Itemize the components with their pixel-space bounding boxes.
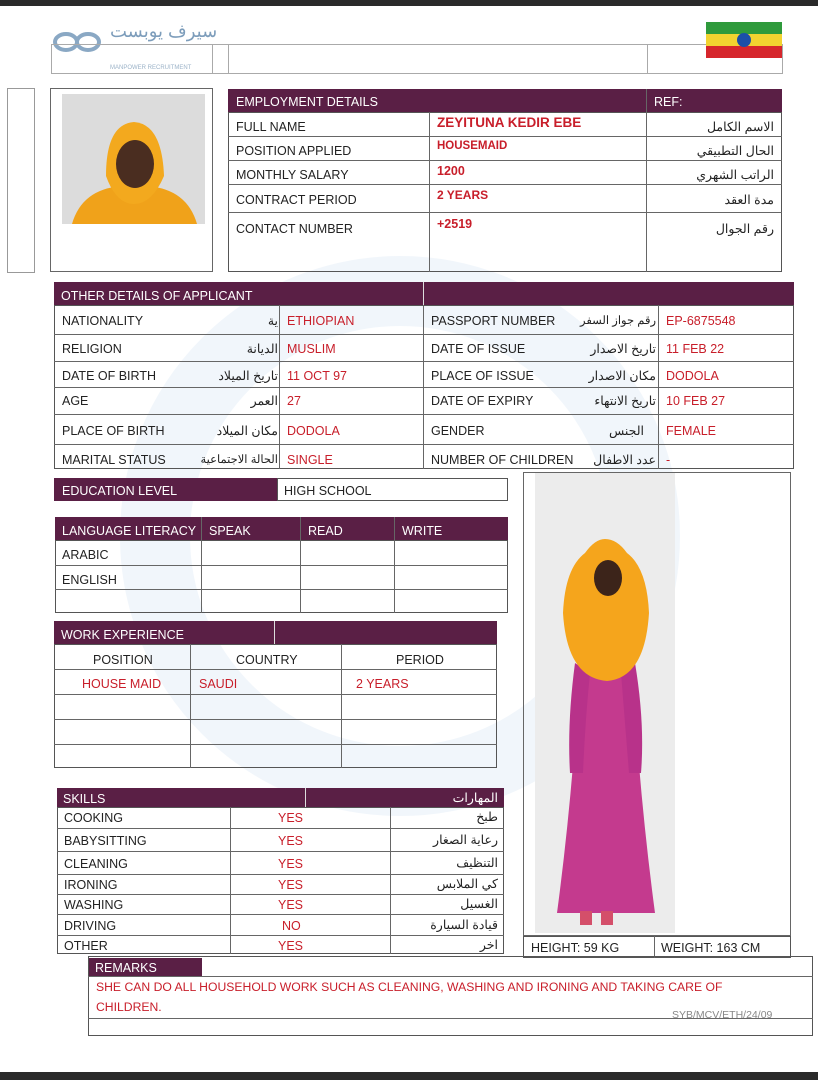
skill-babysitting-ar: رعاية الصغار: [433, 833, 498, 847]
ar-date-of-birth: تاريخ الميلاد: [218, 369, 278, 383]
label-monthly-salary: MONTHLY SALARY: [236, 168, 349, 182]
label-nationality: NATIONALITY: [62, 314, 144, 328]
skill-other-value: YES: [278, 939, 304, 953]
applicant-full-body-photo: [535, 473, 675, 933]
work-title: WORK EXPERIENCE: [61, 628, 184, 642]
value-passport-number: EP-6875548: [666, 314, 736, 328]
employment-title: EMPLOYMENT DETAILS: [236, 95, 378, 109]
value-religion: MUSLIM: [287, 342, 336, 356]
skill-cleaning-value: YES: [278, 857, 304, 871]
ar-contract-period: مدة العقد: [724, 193, 774, 207]
language-header-read: READ: [308, 524, 343, 538]
ref-label: REF:: [654, 95, 683, 109]
remarks-box: [88, 956, 813, 1036]
value-date-of-birth: 11 OCT 97: [287, 369, 347, 383]
logo-subtitle: MANPOWER RECRUITMENT: [110, 65, 192, 71]
remarks-line-2: CHILDREN.: [96, 1000, 162, 1014]
skill-washing: WASHING: [64, 898, 124, 912]
value-monthly-salary: 1200: [437, 164, 465, 178]
reference-code: SYB/MCV/ETH/24/09: [672, 1009, 773, 1021]
ar-number-of-children: عدد الاطفال: [593, 453, 656, 467]
remarks-line-1: SHE CAN DO ALL HOUSEHOLD WORK SUCH AS CLEANING, WASHING AND IRONING AND TAKING CARE OF: [96, 980, 723, 994]
ar-passport-number: رقم جواز السفر: [579, 315, 656, 327]
label-date-of-expiry: DATE OF EXPIRY: [431, 394, 534, 408]
label-passport-number: PASSPORT NUMBER: [431, 314, 556, 328]
skill-driving-value: NO: [282, 919, 301, 933]
ar-contact-number: رقم الجوال: [715, 222, 774, 236]
label-gender: GENDER: [431, 424, 485, 438]
label-place-of-birth: PLACE OF BIRTH: [62, 424, 165, 438]
label-date-of-birth: DATE OF BIRTH: [62, 369, 156, 383]
value-marital-status: SINGLE: [287, 453, 333, 467]
ar-date-of-expiry: تاريخ الانتهاء: [594, 394, 656, 408]
language-row-english: ENGLISH: [62, 573, 117, 587]
value-age: 27: [287, 394, 301, 408]
value-date-of-issue: 11 FEB 22: [666, 342, 725, 356]
work-period-value: 2 YEARS: [356, 677, 409, 691]
skill-driving: DRIVING: [64, 919, 117, 933]
applicant-portrait: [62, 94, 205, 224]
height-value: HEIGHT: 59 KG: [531, 941, 620, 955]
skill-ironing: IRONING: [64, 878, 118, 892]
ar-place-of-birth: مكان الميلاد: [216, 424, 278, 438]
skill-cooking-ar: طبخ: [476, 810, 498, 824]
value-position-applied: HOUSEMAID: [437, 140, 508, 152]
skill-washing-value: YES: [278, 898, 304, 912]
value-full-name: ZEYITUNA KEDIR EBE: [437, 115, 582, 130]
ar-religion: الديانة: [246, 342, 278, 356]
language-header-write: WRITE: [402, 524, 443, 538]
value-place-of-issue: DODOLA: [666, 369, 719, 383]
ar-place-of-issue: مكان الاصدار: [588, 369, 656, 383]
skill-washing-ar: الغسيل: [460, 897, 498, 911]
logo-arabic-name: سيرف يوبست: [110, 21, 218, 41]
language-header-speak: SPEAK: [209, 524, 251, 538]
other-details-title: OTHER DETAILS OF APPLICANT: [61, 289, 253, 303]
work-position-value: HOUSE MAID: [82, 677, 162, 691]
label-date-of-issue: DATE OF ISSUE: [431, 342, 526, 356]
ar-marital-status: الحالة الاجتماعية: [200, 454, 278, 466]
work-header-country: COUNTRY: [236, 653, 298, 667]
value-gender: FEMALE: [666, 424, 717, 438]
skill-other-ar: اخر: [479, 938, 498, 952]
label-age: AGE: [62, 394, 89, 408]
education-label: EDUCATION LEVEL: [62, 484, 178, 498]
value-contract-period: 2 YEARS: [437, 188, 489, 202]
skill-cleaning-ar: التنظيف: [456, 856, 498, 870]
skill-cleaning: CLEANING: [64, 857, 128, 871]
cv-page: [0, 6, 818, 1072]
skill-driving-ar: قيادة السيارة: [430, 918, 498, 932]
header-bar: [51, 44, 783, 74]
ar-age: العمر: [250, 394, 278, 408]
skills-header: [57, 788, 504, 807]
ar-full-name: الاسم الكامل: [706, 120, 774, 134]
label-full-name: FULL NAME: [236, 120, 306, 134]
label-marital-status: MARITAL STATUS: [62, 453, 166, 467]
language-header-title: LANGUAGE LITERACY: [62, 524, 197, 538]
work-header-position: POSITION: [93, 653, 153, 667]
label-place-of-issue: PLACE OF ISSUE: [431, 369, 534, 383]
ethiopian-flag: [706, 22, 782, 58]
skill-ironing-value: YES: [278, 878, 304, 892]
education-value: HIGH SCHOOL: [284, 484, 372, 498]
skills-title: SKILLS: [63, 792, 106, 806]
ar-gender: الجنس: [608, 424, 644, 438]
value-contact-number: +2519: [437, 217, 473, 231]
skill-other: OTHER: [64, 939, 108, 953]
value-nationality: ETHIOPIAN: [287, 314, 355, 328]
label-position-applied: POSITION APPLIED: [236, 144, 352, 158]
ar-nationality: ية: [267, 314, 278, 328]
remarks-title: REMARKS: [95, 961, 157, 975]
side-strip: [7, 88, 35, 273]
weight-value: WEIGHT: 163 CM: [661, 941, 761, 955]
ar-monthly-salary: الراتب الشهري: [696, 168, 774, 182]
value-date-of-expiry: 10 FEB 27: [666, 394, 726, 408]
label-contact-number: CONTACT NUMBER: [236, 222, 353, 236]
skill-cooking-value: YES: [278, 811, 304, 825]
value-place-of-birth: DODOLA: [287, 424, 340, 438]
flag-emblem-icon: [737, 33, 751, 47]
value-number-of-children: -: [666, 453, 671, 467]
work-header-period: PERIOD: [396, 653, 444, 667]
label-contract-period: CONTRACT PERIOD: [236, 193, 357, 207]
label-number-of-children: NUMBER OF CHILDREN: [431, 453, 574, 467]
ar-position-applied: الحال التطبيقي: [696, 144, 774, 158]
language-table: [55, 540, 508, 613]
label-religion: RELIGION: [62, 342, 122, 356]
skill-cooking: COOKING: [64, 811, 124, 825]
skill-babysitting: BABYSITTING: [64, 834, 147, 848]
skill-ironing-ar: كي الملابس: [436, 877, 498, 891]
language-row-arabic: ARABIC: [62, 548, 109, 562]
skills-title-arabic: المهارات: [452, 791, 498, 805]
ar-date-of-issue: تاريخ الاصدار: [590, 342, 656, 356]
work-country-value: SAUDI: [199, 677, 238, 691]
skill-babysitting-value: YES: [278, 834, 304, 848]
